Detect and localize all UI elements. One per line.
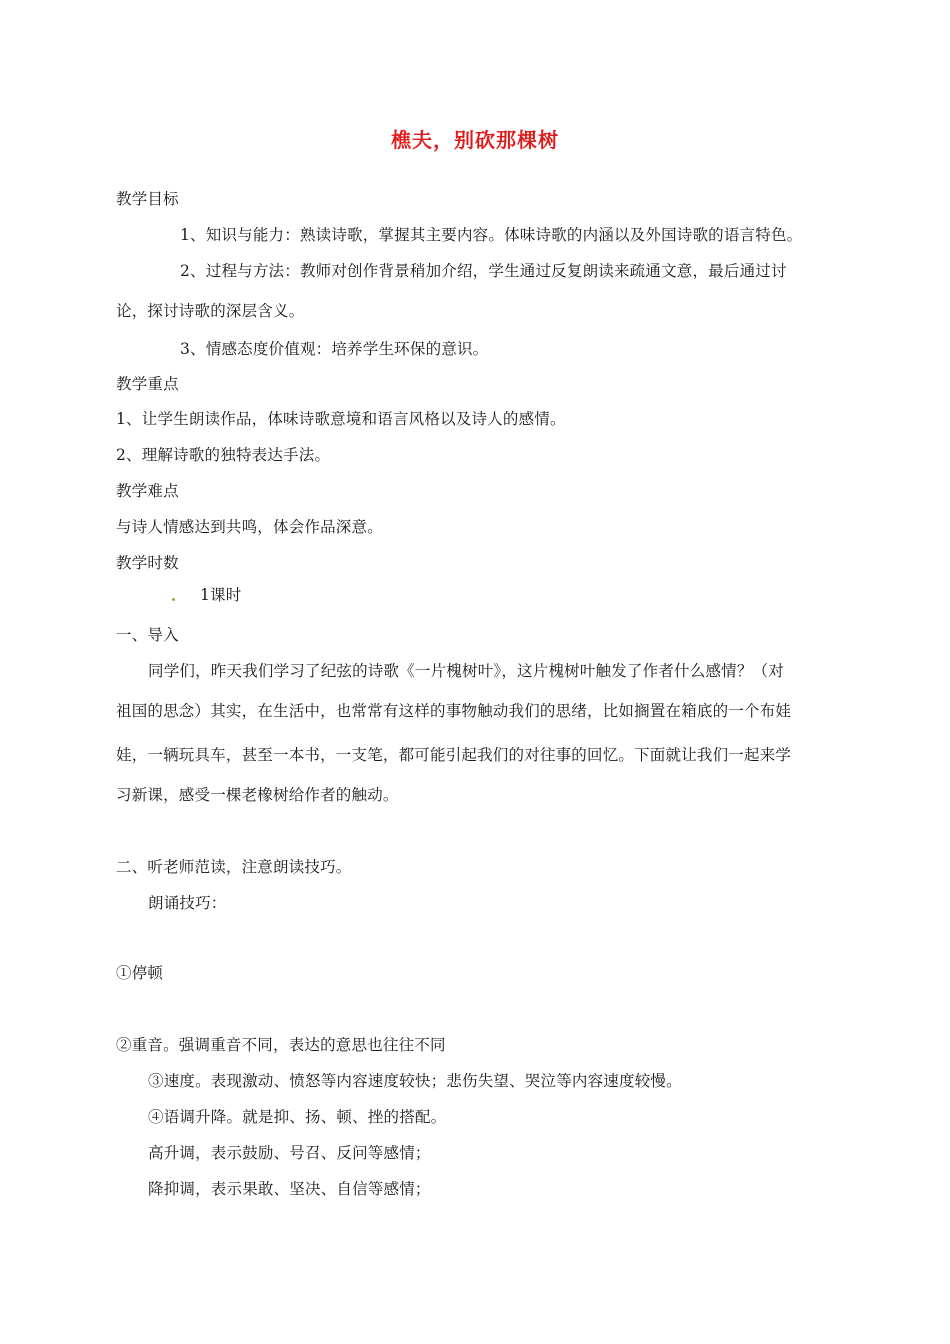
class-hours-value: 1课时 [200,586,242,604]
tip-rising-tone: 高升调，表示鼓励、号召、反问等感情； [148,1144,431,1162]
tip-pause: ①停顿 [116,964,164,982]
intro-paragraph-line-3: 娃，一辆玩具车，甚至一本书，一支笔，都可能引起我们的对往事的回忆。下面就让我们一起来学 [116,746,792,764]
goal-item-3: 3、情感态度价值观：培养学生环保的意识。 [180,340,489,358]
tip-falling-tone: 降抑调，表示果敢、坚决、自信等感情； [148,1180,431,1198]
key-point-2: 2、理解诗歌的独特表达手法。 [116,446,331,464]
section-intro-heading: 一、导入 [116,626,179,644]
stray-mark [172,598,175,601]
intro-paragraph-line-2: 祖国的思念）其实，在生活中，也常常有这样的事物触动我们的思绪，比如搁置在箱底的一个布娃 [116,702,792,720]
tip-speed: ③速度。表现激动、愤怒等内容速度较快；悲伤失望、哭泣等内容速度较慢。 [148,1072,682,1090]
document-title: 樵夫，别砍那棵树 [391,128,559,152]
goal-item-2-line-1: 2、过程与方法：教师对创作背景稍加介绍，学生通过反复朗读来疏通文意，最后通过讨 [180,262,787,280]
heading-class-hours: 教学时数 [116,554,179,572]
heading-teaching-goals: 教学目标 [116,190,179,208]
section-reading-heading: 二、听老师范读，注意朗读技巧。 [116,858,352,876]
key-point-1: 1、让学生朗读作品，体味诗歌意境和语言风格以及诗人的感情。 [116,410,566,428]
heading-difficulties: 教学难点 [116,482,179,500]
difficulty-1: 与诗人情感达到共鸣，体会作品深意。 [116,518,383,536]
intro-paragraph-line-4: 习新课，感受一棵老橡树给作者的触动。 [116,786,399,804]
tip-stress: ②重音。强调重音不同，表达的意思也往往不同 [116,1036,446,1054]
intro-paragraph-line-1: 同学们，昨天我们学习了纪弦的诗歌《一片槐树叶》，这片槐树叶触发了作者什么感情？（对 [148,662,784,680]
reading-tips-heading: 朗诵技巧： [148,894,227,912]
goal-item-1: 1、知识与能力：熟读诗歌，掌握其主要内容。体味诗歌的内涵以及外国诗歌的语言特色。 [180,226,803,244]
heading-key-points: 教学重点 [116,375,179,393]
goal-item-2-line-2: 论，探讨诗歌的深层含义。 [116,302,305,320]
tip-intonation: ④语调升降。就是抑、扬、顿、挫的搭配。 [148,1108,447,1126]
